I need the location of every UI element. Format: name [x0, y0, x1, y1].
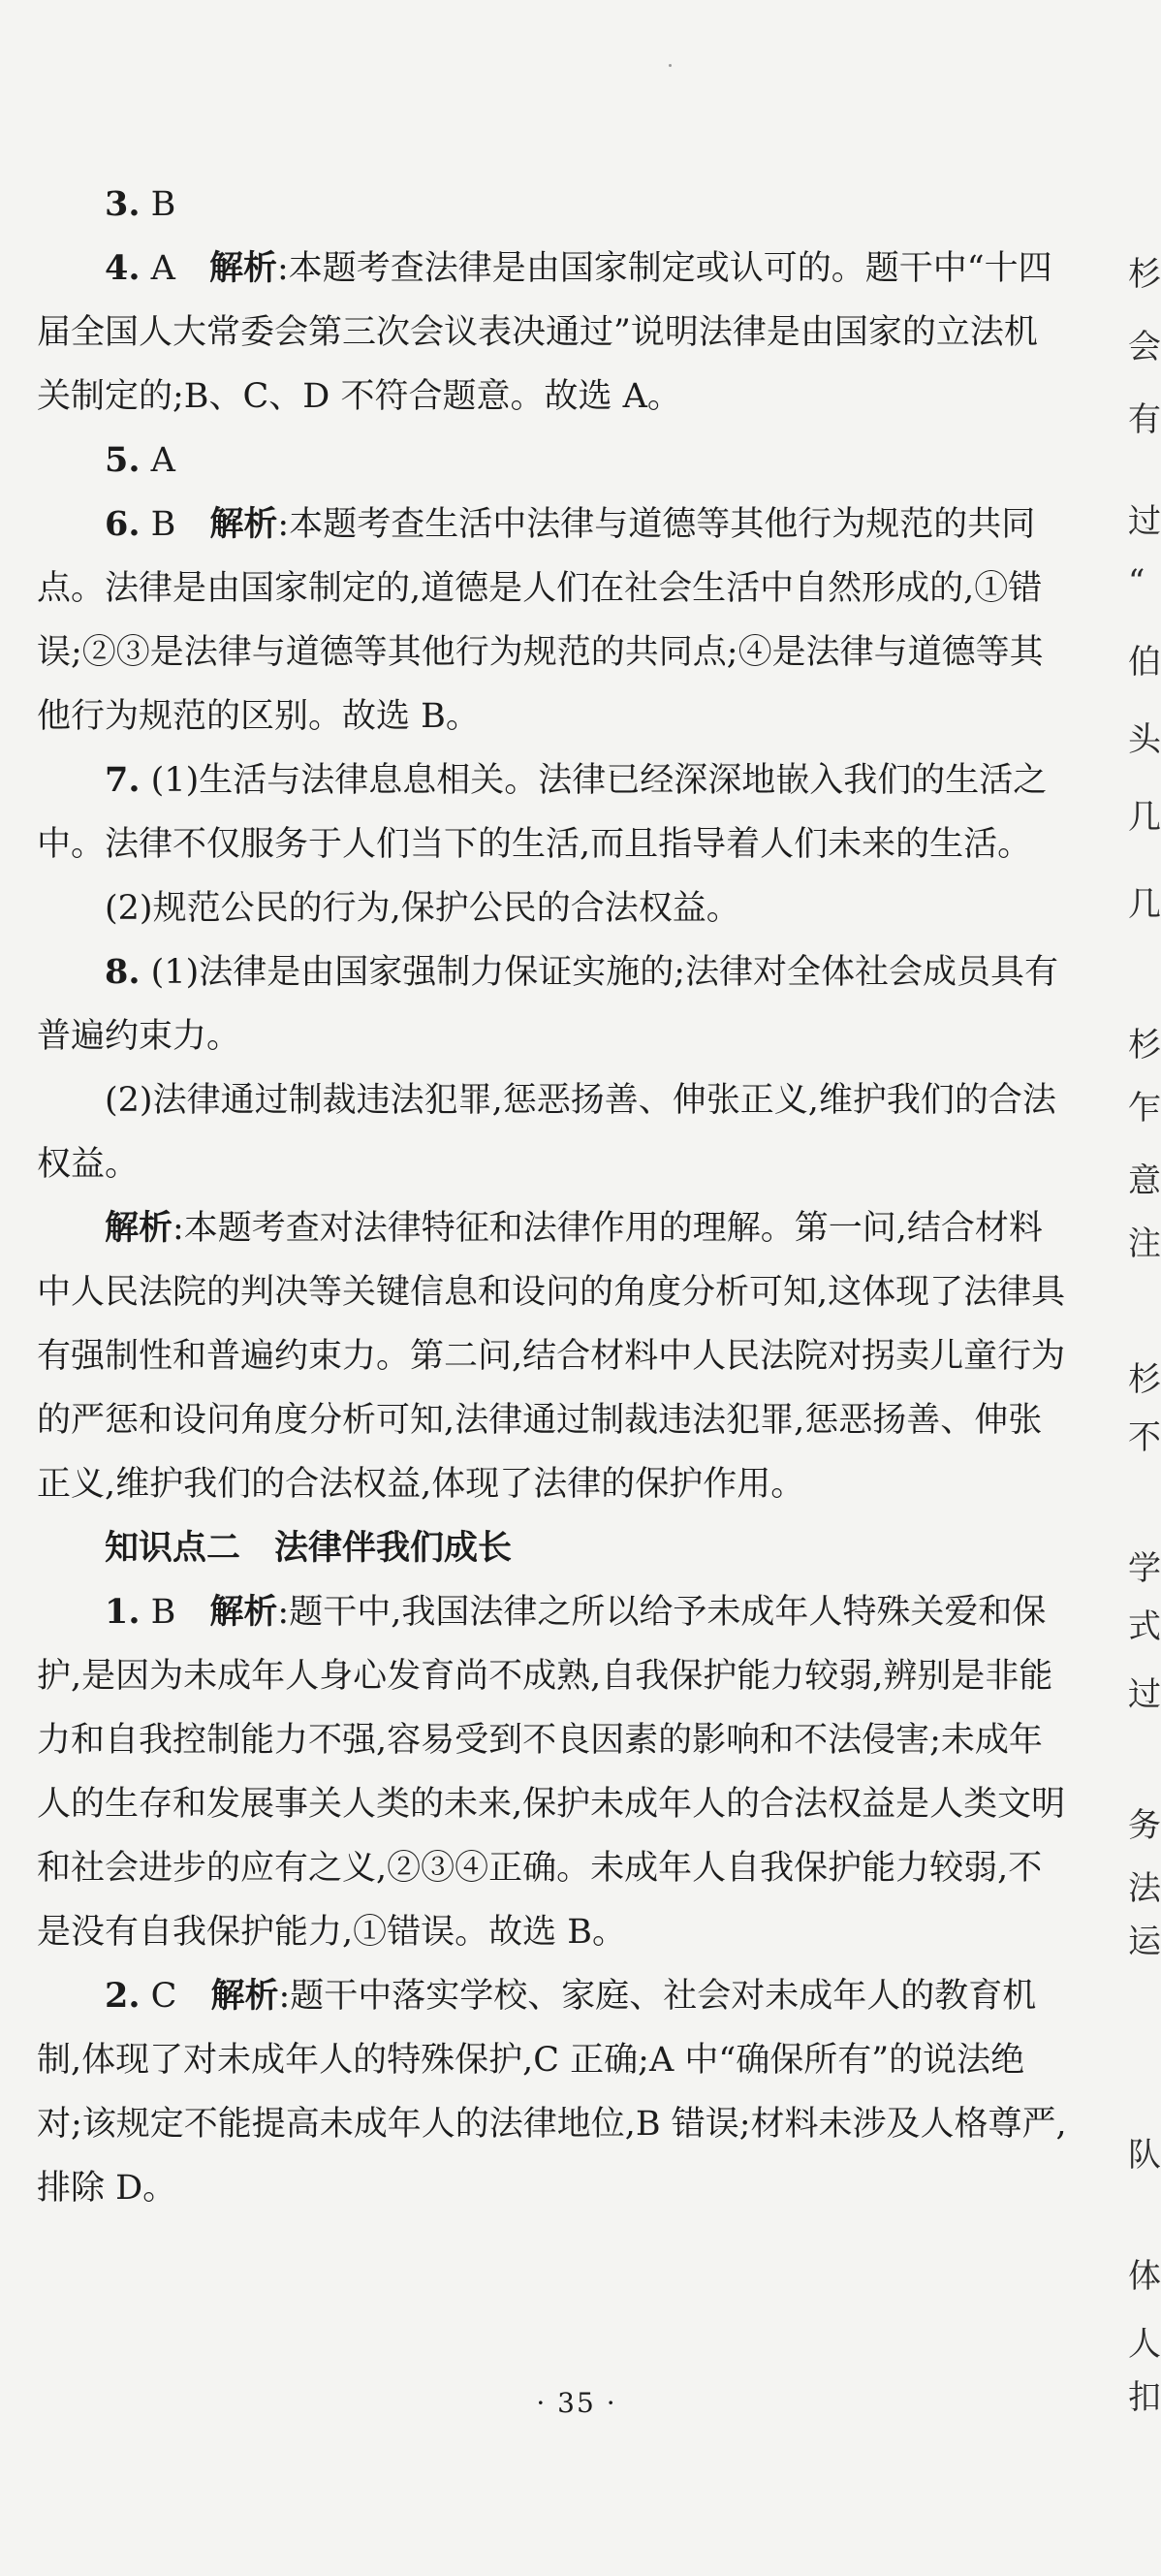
answer-number: 3.: [105, 184, 141, 224]
edge-char: 扣: [1128, 2378, 1161, 2417]
answer-8-part1: [37, 940, 1068, 1068]
answer-column: [37, 173, 1068, 2220]
edge-char: 头: [1128, 720, 1161, 759]
answer-choice: B: [140, 505, 210, 544]
answer-choice: B: [140, 1593, 210, 1632]
answer-6: [37, 493, 1068, 748]
edge-char: 几: [1128, 885, 1161, 924]
edge-char: “: [1128, 562, 1145, 601]
answer-number: 5.: [105, 440, 141, 480]
answer-choice: A: [140, 249, 209, 288]
edge-char: 注: [1128, 1224, 1161, 1263]
edge-char: 式: [1128, 1607, 1161, 1646]
edge-char: 杉: [1128, 255, 1161, 294]
answer-text: (1)法律是由国家强制力保证实施的;法律对全体社会成员具有普遍约束力。: [37, 953, 1059, 1056]
edge-char: 务: [1128, 1806, 1161, 1845]
answer-choice: B: [140, 185, 176, 224]
edge-char: 学: [1128, 1549, 1161, 1588]
edge-char: 乍: [1128, 1089, 1161, 1128]
answer-5: [37, 429, 1068, 493]
answer-number: 7.: [105, 760, 141, 800]
analysis-text: :本题考查对法律特征和法律作用的理解。第一问,结合材料中人民法院的判决等关键信息和设问的角度分析可知,这体现了法律具有强制性和普遍约束力。第二问,结合材料中人民法院对拐卖儿童行为的严惩和设问角度分析可知,法律通过制裁违法犯罪,惩恶扬善、伸张正义,维护我们的合法权益,体现了法律的保护作用。: [37, 1209, 1066, 1504]
section-heading: 知识点二 法律伴我们成长: [105, 1529, 513, 1568]
analysis-label: 解析: [210, 1977, 279, 2016]
answer-8-analysis: [37, 1196, 1068, 1516]
speck: [669, 64, 672, 67]
edge-char: 有: [1128, 400, 1161, 439]
analysis-label: 解析: [105, 1209, 173, 1248]
answer-number: 8.: [105, 952, 141, 992]
answer-number: 1.: [105, 1592, 141, 1632]
answer-choice: A: [140, 441, 175, 480]
analysis-text: :题干中落实学校、家庭、社会对未成年人的教育机制,体现了对未成年人的特殊保护,C 正确;A 中“确保所有”的说法绝对;该规定不能提高未成年人的法律地位,B 错误;材料未涉及人格尊严,排除 D。: [37, 1977, 1067, 2208]
edge-char: 几: [1128, 798, 1161, 837]
answer-8-part2: (2)法律通过制裁违法犯罪,惩恶扬善、伸张正义,维护我们的合法权益。: [37, 1081, 1056, 1184]
answer-3: [37, 173, 1068, 237]
analysis-label: 解析: [209, 1593, 278, 1632]
edge-char: 队: [1128, 2136, 1161, 2175]
analysis-label: 解析: [208, 249, 277, 288]
s2-answer-2: [37, 1964, 1068, 2220]
answer-text: (1)生活与法律息息相关。法律已经深深地嵌入我们的生活之中。法律不仅服务于人们当下的生活,而且指导着人们未来的生活。: [37, 761, 1048, 864]
s2-answer-1: [37, 1580, 1068, 1964]
analysis-text: :本题考查法律是由国家制定或认可的。题干中“十四届全国人大常委会第三次会议表决通过”说明法律是由国家的立法机关制定的;B、C、D 不符合题意。故选 A。: [37, 249, 1052, 416]
answer-number: 4.: [105, 248, 141, 288]
analysis-text: :题干中,我国法律之所以给予未成年人特殊关爱和保护,是因为未成年人身心发育尚不成熟,自我保护能力较弱,辨别是非能力和自我控制能力不强,容易受到不良因素的影响和不法侵害;未成年人的生存和发展事关人类的未来,保护未成年人的合法权益是人类文明和社会进步的应有之义,②③④正确。未成年人自我保护能力较弱,不是没有自我保护能力,①错误。故选 B。: [37, 1593, 1066, 1952]
edge-char: 杉: [1128, 1360, 1161, 1399]
answer-number: 6.: [105, 504, 141, 544]
edge-char: 过: [1128, 1675, 1161, 1714]
answer-7-part1: [37, 748, 1068, 876]
page-number: · 35 ·: [536, 2387, 617, 2419]
edge-char: 过: [1128, 502, 1161, 541]
edge-char: 体: [1128, 2257, 1161, 2296]
edge-char: 不: [1128, 1418, 1161, 1457]
edge-char: 杉: [1128, 1026, 1161, 1065]
analysis-text: :本题考查生活中法律与道德等其他行为规范的共同点。法律是由国家制定的,道德是人们在社会生活中自然形成的,①错误;②③是法律与道德等其他行为规范的共同点;④是法律与道德等其他行为规范的区别。故选 B。: [37, 505, 1044, 736]
answer-4: [37, 237, 1068, 429]
answer-number: 2.: [105, 1976, 141, 2016]
analysis-label: 解析: [209, 505, 278, 544]
edge-char: 会: [1128, 328, 1161, 366]
edge-char: 运: [1128, 1923, 1161, 1961]
edge-char: 伯: [1128, 643, 1161, 682]
answer-choice: C: [140, 1977, 211, 2016]
edge-char: 法: [1128, 1869, 1161, 1908]
answer-7-part2: (2)规范公民的行为,保护公民的合法权益。: [105, 889, 740, 928]
edge-char: 人: [1128, 2325, 1161, 2364]
edge-char: 意: [1128, 1161, 1161, 1200]
